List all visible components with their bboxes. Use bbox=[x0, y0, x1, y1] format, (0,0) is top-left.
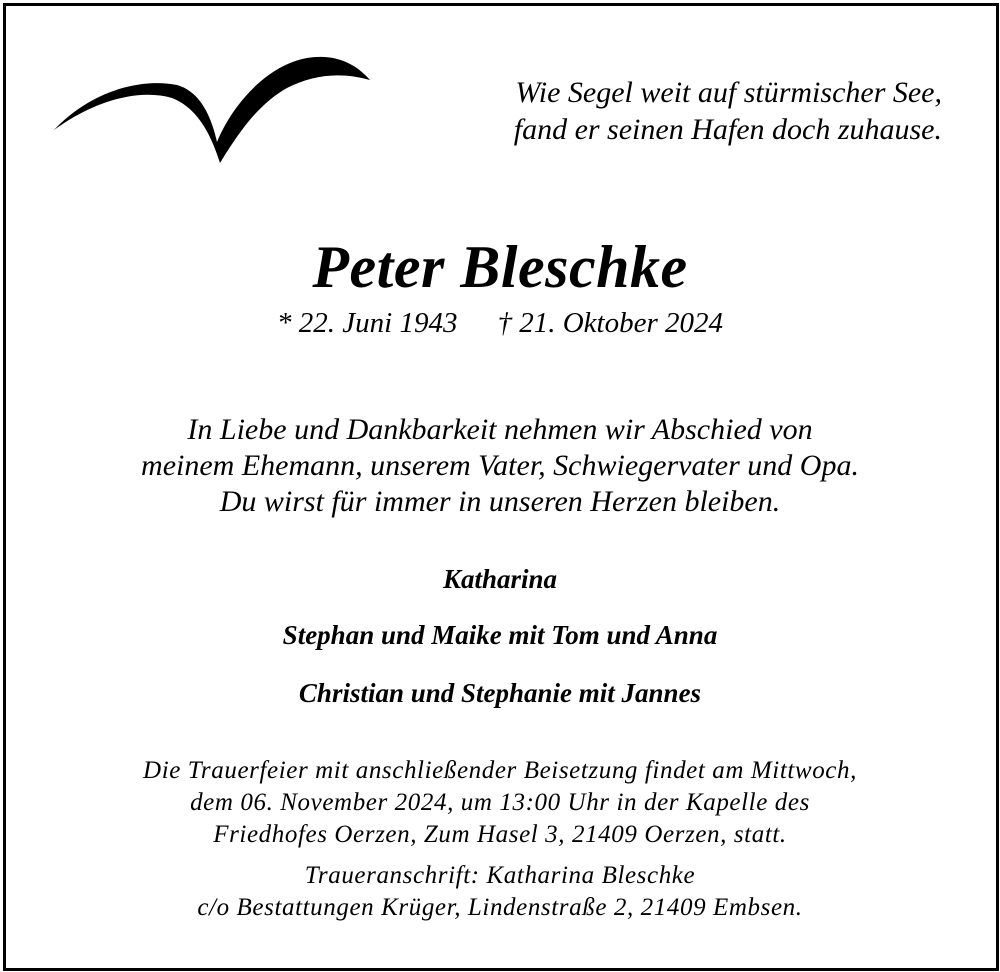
service-line: dem 06. November 2024, um 13:00 Uhr in der Kapelle des bbox=[190, 789, 810, 816]
farewell-text bbox=[0, 412, 1000, 520]
motto-verse bbox=[382, 74, 942, 148]
farewell-line: Du wirst für immer in unseren Herzen bleiben. bbox=[219, 485, 781, 518]
service-line: Die Trauerfeier mit anschließender Beisetzung findet am Mittwoch, bbox=[143, 757, 857, 784]
farewell-line: meinem Ehemann, unserem Vater, Schwiegervater und Opa. bbox=[141, 449, 859, 482]
death-date: † 21. Oktober 2024 bbox=[497, 307, 723, 339]
life-dates bbox=[0, 305, 1000, 341]
motto-line: Wie Segel weit auf stürmischer See, bbox=[515, 76, 942, 109]
mourner-family-2: Christian und Stephanie mit Jannes bbox=[298, 678, 702, 708]
birth-date: * 22. Juni 1943 bbox=[277, 307, 458, 339]
address-line: c/o Bestattungen Krüger, Lindenstraße 2, 21409 Embsen. bbox=[197, 894, 803, 921]
deceased-name: Peter Bleschke bbox=[312, 234, 688, 300]
farewell-line: In Liebe und Dankbarkeit nehmen wir Abschied von bbox=[187, 413, 813, 446]
funeral-service-info bbox=[0, 755, 1000, 851]
mourner-family-1: Stephan und Maike mit Tom und Anna bbox=[282, 620, 718, 650]
flying-bird-icon bbox=[52, 50, 370, 165]
address-line: Traueranschrift: Katharina Bleschke bbox=[304, 862, 696, 889]
mourning-address bbox=[0, 860, 1000, 924]
service-line: Friedhofes Oerzen, Zum Hasel 3, 21409 Oerzen, statt. bbox=[213, 821, 787, 848]
motto-line: fand er seinen Hafen doch zuhause. bbox=[513, 113, 942, 146]
mourner-spouse: Katharina bbox=[442, 564, 558, 594]
